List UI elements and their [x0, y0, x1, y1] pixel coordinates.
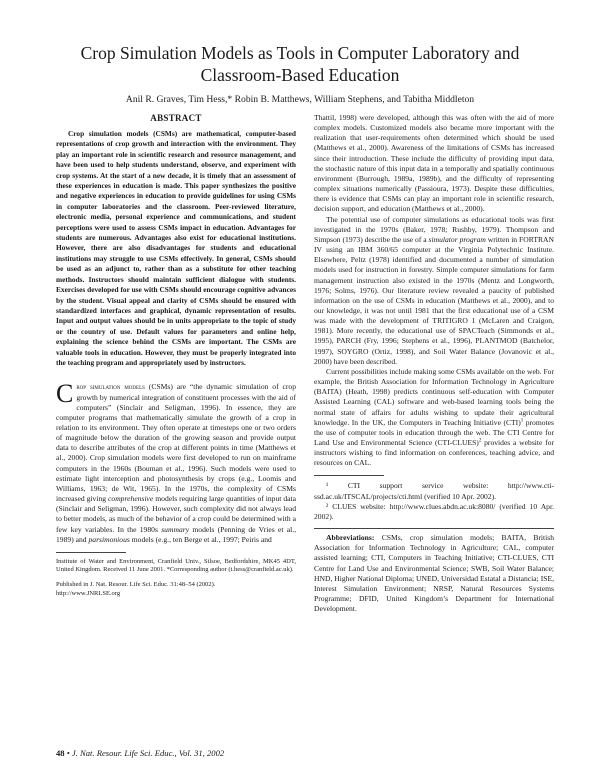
intro-emphasis-parsimonious: parsimonious: [88, 534, 130, 544]
p2-text-a: The potential use of computer simulations as educational tools was first investigated in the 1970s (Baker, 1978; Rushby, 1979). Thompson and Simpson (1973) describe the use of a: [314, 214, 554, 244]
intro-emphasis-comprehensive: comprehensive: [108, 494, 154, 504]
abbreviations-text: CSMs, crop simulation models; BAITA, British Association for Information Technology in Agriculture; CAL, computer assisted learning; CTI, Computers in Teaching Initiative; CTI-CLUES, CTI Centre for Land Use and Environmental Science; SWB, Soil Water Balance; HND, Higher National Diploma; UNED, Universidad Estatal a Distancia; ISE, Interest Simulation Environment; NRSP, Natural Resources Systems Programme; DFID, United Kingdom’s Department for International Development.: [314, 533, 554, 614]
footnote-ref-2: 2: [478, 438, 482, 444]
abbreviations-rule: [314, 528, 554, 529]
intro-text-c: models (Penning de Vries et al., 1989) and: [56, 524, 297, 544]
journal-citation: • J. Nat. Resour. Life Sci. Educ., Vol. 31, 2002: [64, 748, 225, 758]
abstract-text: Crop simulation models (CSMs) are mathematical, computer-based representations of crop growth and interaction with the environment. They play an important role in scientific research and resource management, and have been used to help students understand, observe, and experiment with crop systems. At the start of a new decade, it is timely that an assessment of these experiences in education is made. This paper synthesizes the positive and negative experiences in education to provide guidelines for using CSMs in computer laboratories and the classroom. Peer-reviewed literature, electronic media, personal experience and communications, and student perceptions were used to assess CSMs impact in education. Advantages for students are numerous. Advantages also exist for educational institutions. However, there are also disadvantages for students and educational institutions may struggle to use CSMs effectively. In general, CSMs should be used as an adjunct to, rather than as a substitute for other teaching methods. Instructors should maintain sufficient dialogue with students. Exercises developed for use with CSMs should encourage cognitive advances by the student. Visual appeal and clarity of CSMs should be ensured with standardized interfaces and graphical, dynamic representation of results. Input and output values should be in units appropriate to the topic of study or the country of use. Default values for parameters and online help, explaining the science behind the CSMs are important. The CSMs are valuable tools in education. However, they must be properly integrated into the teaching program and appropriately used by instructors.: [56, 129, 296, 367]
right-column: [314, 113, 554, 614]
drop-cap: C: [56, 379, 74, 409]
body-paragraph-3: [314, 367, 554, 469]
p3-text-a: Current possibilities include making some CSMs available on the web. For example, the British Association for Information Technology in Agriculture (BAITA) (Heath, 1998) predicts continuous self-education with Computer Assisted Learning (CAL) software and web-based learning tools being the normal state of affairs for adults wishing to update their agricultural knowledge. In the UK, the Computers in Teaching Initiative (CTI): [314, 366, 554, 427]
affiliation-divider: [56, 552, 126, 553]
body-paragraph-1: Thattil, 1998) were developed, although this was often with the aid of more complex models. Customized models also became more important with the realization that user-requirements often determined which should be used (Matthews et al., 2000). Awareness of the limitations of CSMs has increased since their introduction. These include the difficulty of providing input data, the stochastic nature of this input data in a temporally and spatially continuous environment (Burrough, 1989a, 1989b), and the difficulty of representing complex situations numerically (Passioura, 1973). Despite these difficulties, there is evidence that CSMs can play an important role in scientific research, decision support, and education (Matthews et al., 2000).: [314, 113, 554, 214]
p2-emphasis: simulator program: [428, 234, 486, 244]
abbreviations-note: [314, 533, 554, 614]
author-list: Anil R. Graves, Tim Hess,* Robin B. Matthews, William Stephens, and Tabitha Middleton: [125, 94, 475, 105]
intro-emphasis-summary: summary: [161, 524, 190, 534]
abbreviations-label: Abbreviations:: [326, 533, 375, 543]
p3-text-b: promotes the use of computer tools in education through the web. The CTI Centre for Land Use and Environmental Science (CTI-CLUES): [314, 417, 554, 447]
publication-citation: Published in J. Nat. Resour. Life Sci. Educ. 31:48–54 (2002).: [56, 581, 216, 589]
footnote-ref-1: 1: [520, 418, 524, 424]
intro-text-a: (CSMs) are “the dynamic simulation of crop growth by numerical integration of constituent processes with the aid of computers” (Sinclair and Seligman, 1996). In essence, they are computer programs that mathematically simulate the growth of a crop in relation to its environment. They often operate at timesteps one or two orders of magnitude below the duration of the growing season and provide output data to describe attributes of the crop at different points in time (Matthews et al., 2000). Crop simulation models were first developed to run on mainframe computers in the 1960s (Bouman et al., 1996). Such models were used to estimate light interception and photosynthesis by crops (e.g., Loomis and Williams, 1963; de Wit, 1965). In the 1970s, the complexity of CSMs increased giving: [56, 382, 296, 504]
journal-url[interactable]: http://www.JNRLSE.org: [56, 589, 121, 597]
paper-title: Crop Simulation Models as Tools in Computer Laboratory and Classroom-Based Education: [80, 43, 520, 85]
abstract-heading: ABSTRACT: [150, 113, 202, 123]
footnote-divider: [314, 475, 384, 476]
body-paragraph-2: [314, 215, 554, 367]
intro-smallcaps: rop simulation models: [76, 382, 145, 392]
footnote-2: ² CLUES website: http://www.clues.abdn.ac.uk:8080/ (verified 10 Apr. 2002).: [314, 501, 554, 521]
page-number: 48: [56, 748, 65, 758]
p3-text-c: provides a website for instructors wishing to find information on conferences, teaching advice, and resources on CAL.: [314, 438, 554, 468]
page-footer: [56, 748, 224, 758]
publication-info: [56, 581, 296, 598]
p2-text-b: written in FORTRAN IV using an IBM 360/65 computer at the Virginia Polytechnic Institute. Elsewhere, Peltz (1978) identified and documented a number of simulation models used for instruction in forestry. Simple computer simulations for farm management instruction also existed in the 1970s (Mentz and Longworth, 1976; Solms, 1976). Our literature review revealed a paucity of published information on the use of CSMs in education (Matthews et al., 2000), and to our knowledge, it was not until 1981 that the first educational use of a CSM was made with the development of TRITIGRO 1 (McLaren and Craigon, 1981). More recently, the educational use of SPACTeach (Simmonds et al., 1995), PARCH (Fry, 1996; Stephens et al., 1996), PLANTMOD (Batchelor, 1997), SOYGRO (Ortiz, 1998), and Soil Water Balance (Jovanovic et al., 2000) have been described.: [314, 234, 554, 366]
intro-text-b: models requiring large quantities of input data (Sinclair and Seligman, 1996). However, such complexity did not always lead to better models, as much of the behavior of a crop could be determined with a few key variables. In the 1980s: [56, 494, 297, 534]
intro-text-d: models (e.g., ten Berge et al., 1997; Peiris and: [129, 534, 272, 544]
intro-paragraph: [56, 379, 297, 545]
intro-body: [56, 379, 297, 545]
affiliation-note: Institute of Water and Environment, Cranfield Univ., Silsoe, Bedfordshire, MK45 4DT, United Kingdom. Received 11 June 2001. *Corresponding author (t.hess@cranfield.ac.uk).: [56, 557, 296, 574]
footnote-1: ¹ CTI support service website: http://www.cti-ssd.ac.uk/ITSCAL/projects/cti.html (verified 10 Apr. 2002).: [314, 481, 554, 501]
left-column: [56, 113, 296, 598]
